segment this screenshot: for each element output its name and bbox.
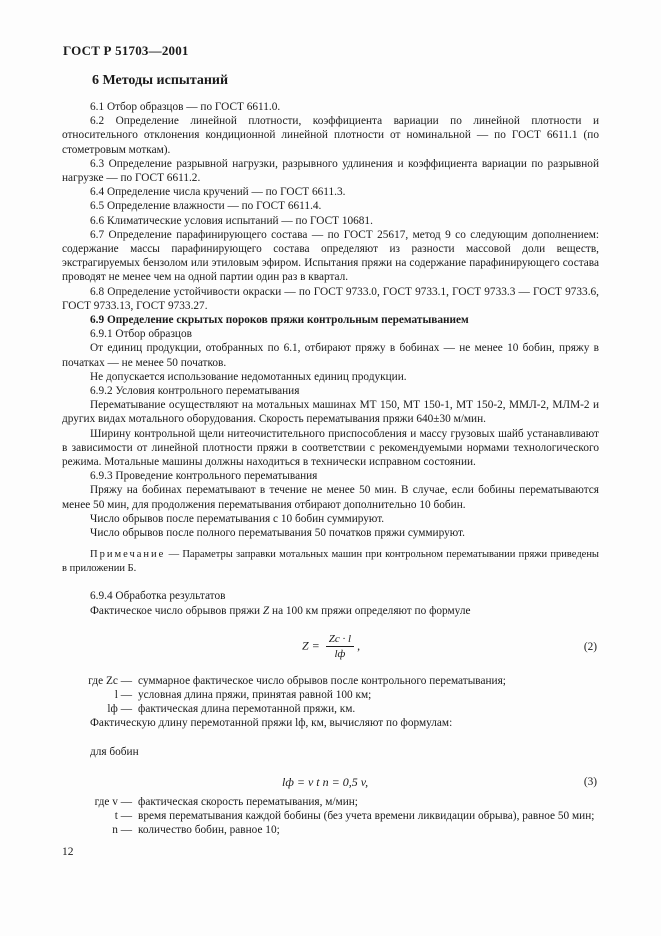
paragraph-sum-bobbins: Число обрывов после перематывания с 10 бобин суммируют. xyxy=(90,512,385,525)
paragraph-length-formulas: Фактическую длину перемотанной пряжи lф, км, вычисляют по формулам: xyxy=(90,717,453,730)
paragraph-6-8: 6.8 Определение устойчивости окраски — по ГОСТ 9733.0, ГОСТ 9733.1, ГОСТ 9733.3 — ГОСТ 9733.6, ГОСТ 9733.13, ГОСТ 9733.27. xyxy=(62,285,599,312)
paragraph-6-2: 6.2 Определение линейной плотности, коэффициента вариации по линейной плотности и относительного отклонения кондиционной линейной плотности от номинальной — по ГОСТ 6611.1 (по стометровым моткам). xyxy=(62,115,599,156)
note-label: Примечание xyxy=(90,549,166,561)
label-for-bobbins: для бобин xyxy=(90,745,139,758)
paragraph-6-9-2: 6.9.2 Условия контрольного перематывания xyxy=(90,385,300,398)
formula-2-denominator: lф xyxy=(334,647,346,660)
paragraph-6-3: 6.3 Определение разрывной нагрузки, разрывного удлинения и коэффициента вариации по разрывной нагрузке — по ГОСТ 6611.2. xyxy=(62,157,599,185)
paragraph-6-4: 6.4 Определение числа кручений — по ГОСТ 6611.3. xyxy=(90,186,346,199)
formula-2-lhs: Z = xyxy=(302,638,320,653)
variable-z: Z xyxy=(262,604,270,617)
paragraph-no-undone: Не допускается использование недомотанных единиц продукции. xyxy=(90,370,407,383)
note xyxy=(62,548,599,575)
paragraph-sum-cops: Число обрывов после полного перематывания 50 початков пряжи суммируют. xyxy=(90,527,465,540)
subsection-6-9-title: 6.9 Определение скрытых пороков пряжи контрольным перематыванием xyxy=(90,314,469,327)
formula-2-number: (2) xyxy=(583,640,597,653)
paragraph-6-9-3: 6.9.3 Проведение контрольного перематывания xyxy=(90,470,318,483)
formula-2-numerator: Zc · l xyxy=(326,632,354,647)
formula-2-fraction xyxy=(326,632,354,661)
section-title: 6 Методы испытаний xyxy=(92,73,229,88)
note-text: — Параметры заправки мотальных машин при контрольном перематывании пряжи приведены в приложении Б. xyxy=(62,549,599,574)
where-item: где Zc — суммарное фактическое число обрывов после контрольного перематывания; xyxy=(88,674,506,687)
formula-3-number: (3) xyxy=(583,775,597,788)
paragraph-6-5: 6.5 Определение влажности — по ГОСТ 6611.4. xyxy=(90,200,322,213)
where-item: где v — фактическая скорость перематывания, м/мин; xyxy=(94,795,358,808)
paragraph-formula-intro: Фактическое число обрывов пряжи Z на 100 км пряжи определяют по формуле xyxy=(90,604,471,617)
formula-3-expression: lф = v t n = 0,5 v, xyxy=(282,774,369,789)
paragraph-6-9-1: 6.9.1 Отбор образцов xyxy=(90,328,192,341)
page-number: 12 xyxy=(62,846,74,858)
paragraph-machines: Перематывание осуществляют на мотальных машинах МТ 150, МТ 150-1, МТ 150-2, ММЛ-2, МЛМ-2 и других видах мотального оборудования. Скорость перематывания пряжи 640±30 м/мин. xyxy=(62,399,599,426)
formula-2: Z = $\frac{Zc \cdot l}{lф}$ , (2) xyxy=(302,632,597,660)
where-item: t — время перематывания каждой бобины (без учета времени ликвидации обрыва), равное 50 мин; xyxy=(114,809,595,822)
paragraph-rewind-time: Пряжу на бобинах перематывают в течение не менее 50 мин. В случае, если бобины перематываются менее 50 мин, для продолжения перематывания отбирают дополнительно 10 бобин. xyxy=(62,484,599,511)
document-body xyxy=(62,100,599,837)
paragraph-6-6: 6.6 Климатические условия испытаний — по ГОСТ 10681. xyxy=(90,214,373,227)
where-item: lф — фактическая длина перемотанной пряжи, км. xyxy=(107,703,356,716)
formula-3 xyxy=(62,765,599,795)
paragraph-6-7: 6.7 Определение парафинирующего состава — по ГОСТ 25617, метод 9 со следующим дополнением: содержание массы парафинирующего состава определяют из разности массовой доли веществ, экстрагируемых бензолом или этиловым эфиром. Испытания пряжи на содержание парафинирующего состава проводят не менее чем на одной партии один раз в квартал. xyxy=(62,228,599,284)
where-item: n — количество бобин, равное 10; xyxy=(112,824,280,837)
paragraph-sampling: От единиц продукции, отобранных по 6.1, отбирают пряжу в бобинах — не менее 10 бобин, пряжу в початках — не менее 50 початков. xyxy=(62,342,599,369)
paragraph-slot-width: Ширину контрольной щели нитеочистительного приспособления и массу грузовых шайб устанавливают в зависимости от линейной плотности пряжи в соответствии с рекомендуемыми нормами технологического режима. Мотальные машины должны находиться в технически исправном состоянии. xyxy=(62,427,599,469)
document-header: ГОСТ Р 51703—2001 xyxy=(63,43,189,58)
where-item: l — условная длина пряжи, принятая равной 100 км; xyxy=(114,688,372,701)
paragraph-6-9-4: 6.9.4 Обработка результатов xyxy=(90,590,226,603)
paragraph-6-1: 6.1 Отбор образцов — по ГОСТ 6611.0. xyxy=(90,101,281,113)
